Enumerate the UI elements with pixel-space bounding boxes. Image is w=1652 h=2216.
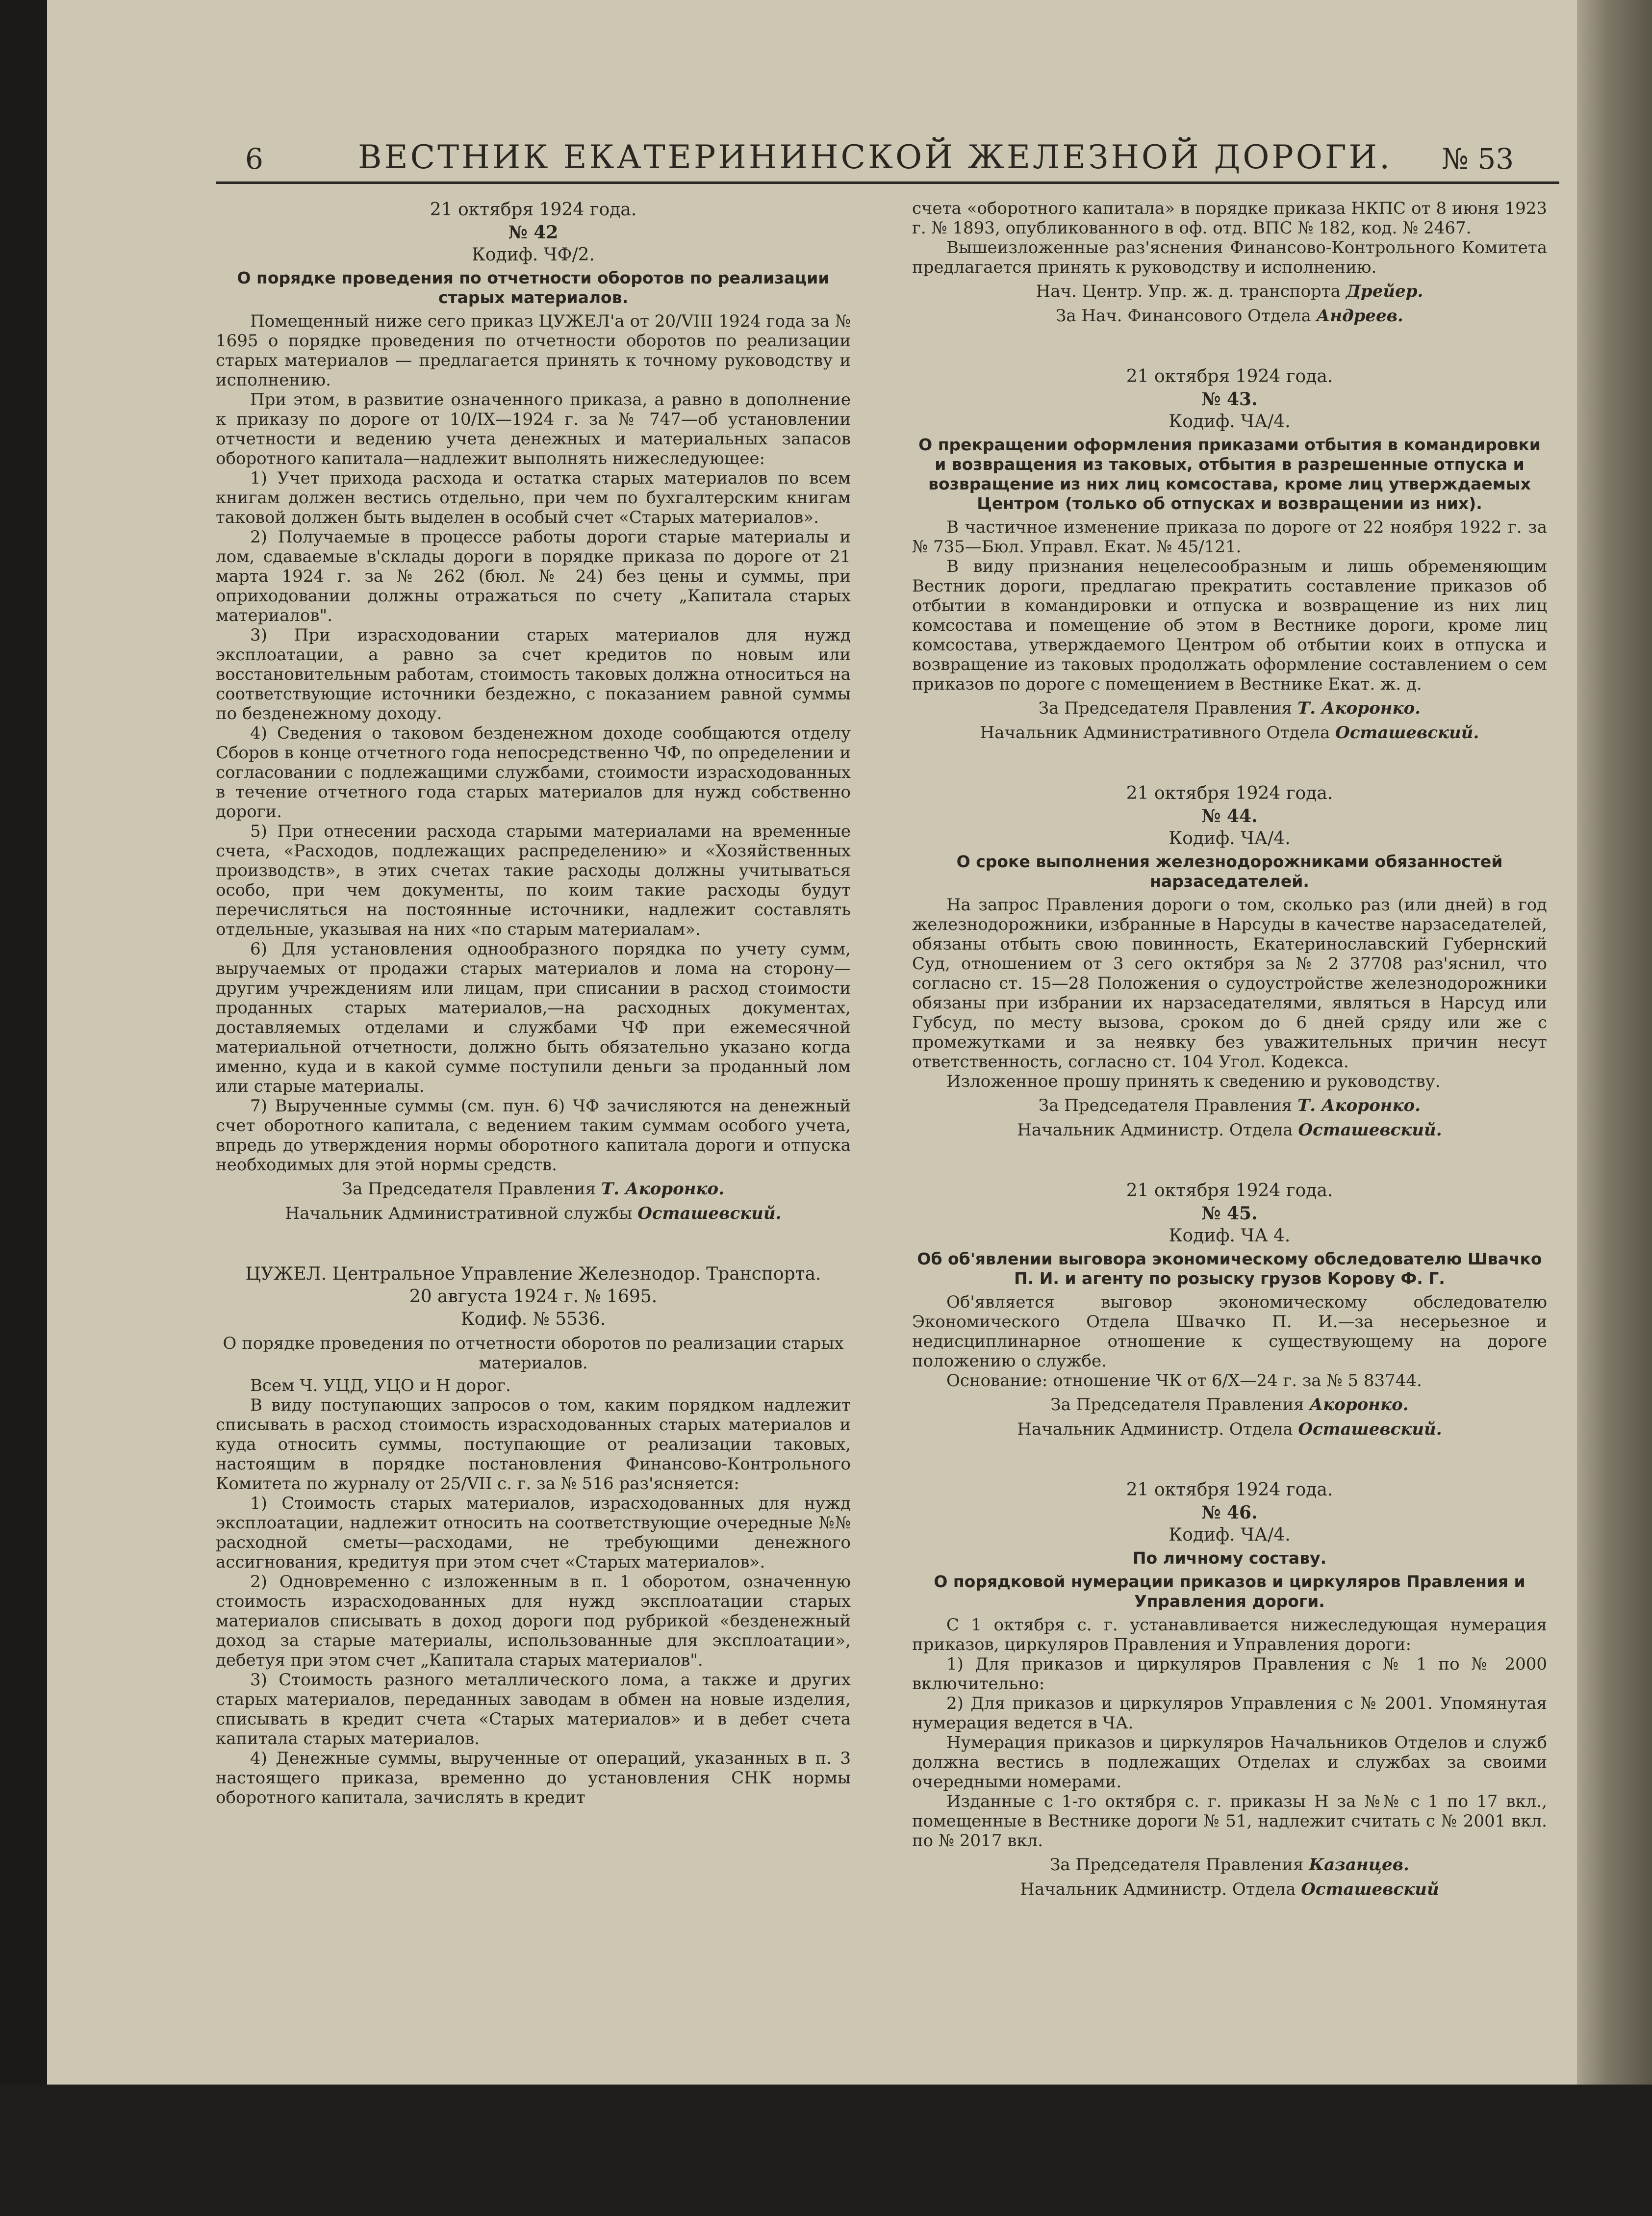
paragraph: 1) Учет прихода расхода и остатка старых материалов по всем книгам должен вестись отдельно, при чем по бухгалтерским книгам таковой должен быть выделен в особый счет «Старых материалов». [216,468,851,527]
order-date: 21 октября 1924 года. [430,200,637,220]
right-column [912,199,1547,1974]
order-title: О сроке выполнения железнодорожниками обязанностей нарзаседателей. [956,852,1503,891]
signature: Начальник Административного Отдела Осташевский. [980,723,1479,743]
order-title: О порядке проведения по отчетности оборотов по реализации старых материалов. [223,1334,844,1373]
signature: Начальник Администр. Отдела Осташевский. [1017,1120,1442,1140]
signature: За Председателя Правления Казанцев. [1050,1855,1409,1875]
org-name: ЦУЖЕЛ. Центральное Управление Железнодор. Транспорта. [245,1264,821,1284]
paragraph: Изданные с 1-го октября с. г. приказы Н за №№ с 1 по 17 вкл., помещенные в Вестнике дороги № 51, надлежит считать с № 2001 вкл. по № 2017 вкл. [912,1792,1547,1851]
paragraph: счета «оборотного капитала» в порядке приказа НКПС от 8 июня 1923 г. № 1893, опубликованного в оф. отд. ВПС № 182, код. № 2467. [912,199,1547,238]
paragraph: Нумерация приказов и циркуляров Начальников Отделов и служб должна вестись в подлежащих Отделах и службах за своими очередными номерами. [912,1733,1547,1792]
order-44 [912,782,1547,1140]
signature: Начальник Администр. Отдела Осташевский. [1017,1419,1442,1439]
issue-number: № 53 [1442,142,1514,176]
cuzhel-order-1695 [216,1263,851,1807]
paragraph: 2) Получаемые в процессе работы дороги старые материалы и лом, сдаваемые в'склады дороги в порядке приказа по дороге от 21 марта 1924 г. за № 262 (бюл. № 24) без цены и суммы, при оприходовании должны отражаться по счету „Капитала старых материалов". [216,527,851,625]
signature: Начальник Административной службы Осташевский. [285,1204,782,1223]
order-codif: Кодиф. ЧА/4. [1169,412,1291,432]
signature: За Председателя Правления Т. Акоронко. [1038,698,1421,718]
paragraph: 6) Для установления однообразного порядка по учету сумм, выручаемых от продажи старых материалов и лома на сторону—другим учреждениям или лицам, при списании в расход стоимости проданных старых материалов,—на расходных документах, доставляемых отделами и службами ЧФ при ежемесячной материальной отчетности, должно быть обязательно указано когда именно, куда и в какой сумме поступили деньги за проданный лом или старые материалы. [216,939,851,1096]
newspaper-title: ВЕСТНИК ЕКАТЕРИНИНСКОЙ ЖЕЛЕЗНОЙ ДОРОГИ. [358,138,1393,176]
paragraph: На запрос Правления дороги о том, сколько раз (или дней) в год железнодорожники, избранные в Нарсуды в качестве нарзаседателей, обязаны отбыть свою повинность, Екатеринославский Губернский Суд, отношением от 3 сего октября за № 2 37708 раз'яснил, что согласно ст. 15—28 Положения о судоустройстве железнодорожники обязаны при избрании их нарзаседателями, являться в Нарсуд или Губсуд, по месту вызова, сроком до 6 дней сряду или же с промежутками и за неявку без уважительных причин несут ответственность, согласно ст. 104 Угол. Кодекса. [912,895,1547,1072]
greeting: Всем Ч. УЦД, УЦО и Н дорог. [250,1376,511,1395]
signature: За Председателя Правления Т. Акоронко. [1038,1096,1421,1115]
order-42 [216,199,851,1224]
paragraph: 7) Вырученные суммы (см. пун. 6) ЧФ зачисляются на денежный счет оборотного капитала, с ведением таким суммам особого учета, впредь до утверждения нормы оборотного капитала дороги и отпуска необходимых для этой нормы средств. [216,1096,851,1175]
signature: За Председателя Правления Акоронко. [1050,1395,1409,1415]
page-number: 6 [245,142,263,176]
paragraph: 3) Стоимость разного металлического лома, а также и других старых материалов, переданных заводам в обмен на новые изделия, списывать в кредит счета «Старых материалов» и в дебет счета капитала старых материалов. [216,1670,851,1749]
order-title: О порядковой нумерации приказов и циркуляров Правления и Управления дороги. [934,1572,1525,1611]
left-column [216,199,851,1974]
order-date: 21 октября 1924 года. [1126,783,1333,803]
order-date: 20 августа 1924 г. № 1695. [409,1287,658,1307]
order-number: № 46. [1201,1502,1258,1523]
paragraph: Основание: отношение ЧК от 6/X—24 г. за № 5 83744. [946,1371,1422,1391]
paragraph: Изложенное прошу принять к сведению и руководству. [946,1072,1441,1091]
order-number: № 44. [1201,806,1258,826]
paragraph: Помещенный ниже сего приказ ЦУЖЕЛ'а от 20/VIII 1924 года за № 1695 о порядке проведения по отчетности оборотов по реализации старых материалов — предлагается принять к точному руководству и исполнению. [216,311,851,390]
paragraph: Об'является выговор экономическому обследователю Экономического Отдела Швачко П. И.—за несерьезное и недисциплинарное отношение к существующему на дороге положению о службе. [912,1292,1547,1371]
paragraph: В виду признания нецелесообразным и лишь обременяющим Вестник дороги, предлагаю прекратить составление приказов об отбытии в командировки и отпуска и возвращение из них лиц комсостава и помещение об этом в Вестнике дороги, кроме лиц комсостава, утверждаемого Центром об отбытии коих в отпуска и возвращение из таковых продолжать оформление составлением о сем приказов по дороге с помещением в Вестнике Екат. ж. д. [912,557,1547,694]
scan-background [0,2085,1652,2216]
order-number: № 42 [508,222,559,243]
order-title: О порядке проведения по отчетности оборотов по реализации старых материалов. [237,268,830,307]
paragraph: С 1 октября с. г. устанавливается нижеследующая нумерация приказов, циркуляров Правления и Управления дороги: [912,1615,1547,1654]
order-codif: Кодиф. ЧФ/2. [472,245,595,265]
paragraph: В частичное изменение приказа по дороге от 22 ноября 1922 г. за № 735—Бюл. Управл. Екат. № 45/121. [912,517,1547,557]
signature: Начальник Администр. Отдела Осташевский [1020,1880,1439,1899]
signature: За Председателя Правления Т. Акоронко. [342,1179,725,1199]
order-43 [912,365,1547,743]
order-codif: Кодиф. № 5536. [460,1309,606,1329]
header-rule [216,181,1559,184]
paragraph: 4) Сведения о таковом безденежном доходе сообщаются отделу Сборов в конце отчетного года непосредственно ЧФ, по определении и согласовании с подлежащими службами, стоимости израсходованных в течение отчетного года старых материалов для нужд собственно дороги. [216,723,851,822]
order-45 [912,1180,1547,1440]
order-number: № 45. [1201,1203,1258,1224]
paragraph: 4) Денежные суммы, вырученные от операций, указанных в п. 3 настоящего приказа, временно до установления СНК нормы оборотного капитала, зачислять в кредит [216,1749,851,1807]
signature: Нач. Центр. Упр. ж. д. транспорта Дрейер. [1036,282,1423,301]
page-edge-shadow [1577,0,1652,2085]
order-title: О прекращении оформления приказами отбытия в командировки и возвращения из таковых, отбытия в разрешенные отпуска и возвращение из них лиц комсостава, кроме лиц утверждаемых Центром (только об отпусках и возвращении из них). [918,435,1541,513]
order-date: 21 октября 1924 года. [1126,1181,1333,1201]
signature: За Нач. Финансового Отдела Андреев. [1056,306,1403,326]
paragraph: 5) При отнесении расхода старыми материалами на временные счета, «Расходов, подлежащих распределению» и «Хозяйственных производств», в этих счетах такие расходы должны учитываться особо, при чем документы, по коим такие расходы будут перечисляться на постоянные источники, надлежит составлять отдельные, указывая на них «по старым материалам». [216,822,851,939]
order-codif: Кодиф. ЧА/4. [1169,1525,1291,1545]
order-46 [912,1479,1547,1900]
paragraph: 2) Одновременно с изложенным в п. 1 оборотом, означенную стоимость израсходованных для нужд эксплоатации старых материалов списывать в доход дороги под рубрикой «безденежный доход за старые материалы, использованные для эксплоатации», дебетуя при этом счет „Капитала старых материалов". [216,1572,851,1670]
order-section: По личному составу. [1132,1548,1327,1568]
order-date: 21 октября 1924 года. [1126,366,1333,387]
order-title: Об об'явлении выговора экономическому обследователю Швачко П. И. и агенту по розыску грузов Корову Ф. Г. [917,1249,1542,1288]
order-codif: Кодиф. ЧА/4. [1169,828,1291,849]
paragraph: 1) Стоимость старых материалов, израсходованных для нужд эксплоатации, надлежит относить на соответствующие очередные №№ расходной сметы—расходами, не требующими денежного ассигнования, кредитуя при этом счет «Старых материалов». [216,1494,851,1572]
paragraph: 2) Для приказов и циркуляров Управления с № 2001. Упомянутая нумерация ведется в ЧА. [912,1694,1547,1733]
paragraph: Вышеизложенные раз'яснения Финансово-Контрольного Комитета предлагается принять к руководству и исполнению. [912,238,1547,277]
paragraph: При этом, в развитие означенного приказа, а равно в дополнение к приказу по дороге от 10/IX—1924 г. за № 747—об установлении отчетности и ведению учета денежных и материальных запасов оборотного капитала—надлежит выполнять нижеследующее: [216,390,851,468]
paragraph: 3) При израсходовании старых материалов для нужд эксплоатации, а равно за счет кредитов по новым или восстановительным работам, стоимость таковых должна относиться на соответствующие источники бездежно, с показанием равной суммы по безденежному доходу. [216,625,851,723]
order-number: № 43. [1201,389,1258,410]
paragraph: В виду поступающих запросов о том, каким порядком надлежит списывать в расход стоимость израсходованных старых материалов и куда относить суммы, поступающие от реализации таковых, настоящим в порядке постановления Финансово-Контрольного Комитета по журналу от 25/VII с. г. за № 516 раз'ясняется: [216,1395,851,1494]
paragraph: 1) Для приказов и циркуляров Правления с № 1 по № 2000 включительно: [912,1654,1547,1694]
order-codif: Кодиф. ЧА 4. [1169,1226,1291,1246]
order-date: 21 октября 1924 года. [1126,1480,1333,1500]
page-header [167,138,1559,181]
